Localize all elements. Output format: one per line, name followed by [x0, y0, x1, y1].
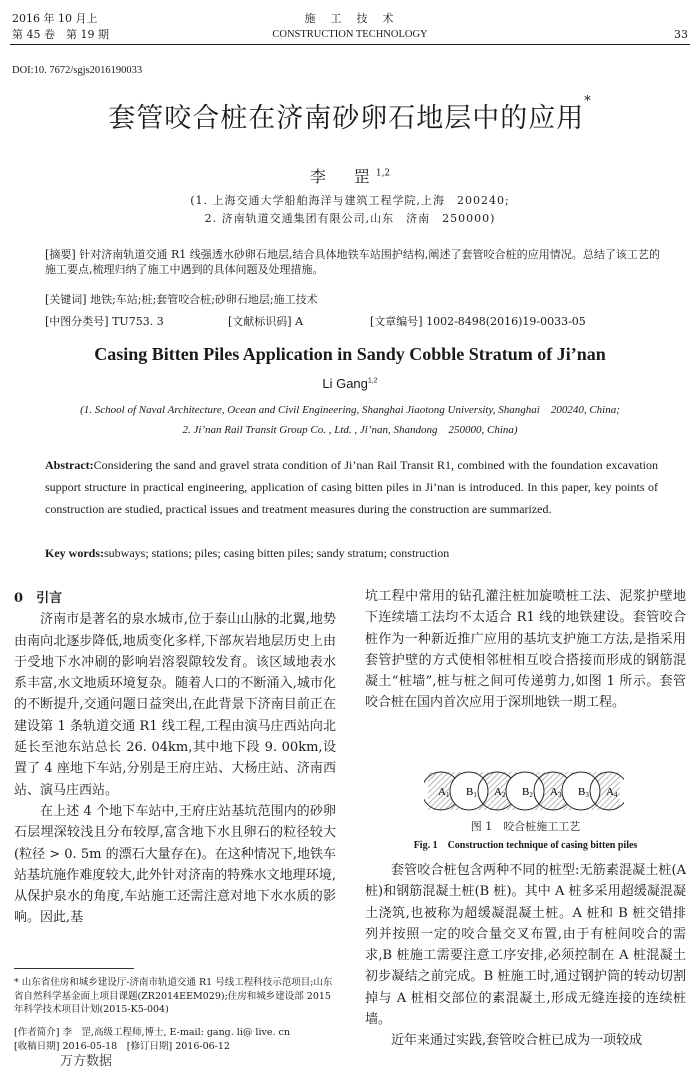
title-en: Casing Bitten Piles Application in Sandy Cobble Stratum of Ji’nan	[94, 344, 606, 364]
keywords-cn: [关键词] 地铁;车站;桩;套管咬合桩;砂卵石地层;施工技术	[45, 293, 318, 306]
left-column	[14, 588, 336, 929]
abstract-en: Abstract:Considering the sand and gravel strata condition of Ji’nan Rail Transit R1, combined with the foundation excavation support structure in practical engineering, application of casing bitten piles in Ji’nan is introduced. In this paper, key points of construction are studied, practical issues and treatment measures during the construction are summarized.	[45, 458, 658, 516]
right-column-top	[365, 586, 686, 714]
header-journal-cn: 施 工 技 术	[304, 12, 396, 25]
figure-caption-cn: 图 1 咬合桩施工工艺	[470, 820, 581, 833]
pile-label: B2	[522, 786, 533, 799]
paragraph: 在上述 4 个地下车站中,王府庄站基坑范围内的砂卵石层埋深较浅且分布较厚,富含地下水且卵石的粒径较大(粒径 > 0. 5m 的漂石大量存在)。在这种情况下,地铁车站基坑施作难度较大,此外针对济南的特殊水文地理环境,从保护泉水的角度,车站施工还需注意对地下水水质的影响。因此,基	[14, 803, 336, 926]
affiliation-en-1: (1. School of Naval Architecture, Ocean and Civil Engineering, Shanghai Jiaotong University, Shanghai 200240, China;	[80, 404, 620, 416]
pile-label: B3	[578, 786, 589, 799]
header-volume: 第 45 卷 第 19 期	[12, 28, 109, 41]
header-journal-en: CONSTRUCTION TECHNOLOGY	[272, 29, 428, 40]
author-en: Li Gang$^{1,2}$	[322, 376, 378, 391]
paragraph: 坑工程中常用的钻孔灌注桩加旋喷桩工法、泥浆护壁地下连续墙工法均不太适合 R1 线的地铁建设。套管咬合桩作为一种新近推广应用的基坑支护施工方法,是指采用套管护壁的方式使相邻桩相互咬合搭接而形成的钢筋混凝土“桩墙”,桩与桩之间可传递剪力,如图 1 所示。套管咬合桩在国内首次应用于深圳地铁一期工程。	[365, 589, 686, 711]
figure-1-piles	[424, 768, 624, 814]
paragraph: 近年来通过实践,套管咬合桩已成为一项较成	[391, 1033, 643, 1049]
footnote-dates: [收稿日期] 2016-05-18 [修订日期] 2016-06-12	[14, 1041, 230, 1052]
keywords-en: Key words:subways; stations; piles; casing bitten piles; sandy stratum; construction	[45, 546, 450, 560]
affiliation-cn-2: 2. 济南轨道交通集团有限公司,山东 济南 250000)	[204, 212, 496, 225]
abstract-cn: [摘要] 针对济南轨道交通 R1 线强透水砂卵石地层,结合具体地铁车站围护结构,阐述了套管咬合桩的应用情况。总结了该工艺的施工要点,梳理归纳了施工中遇到的具体问题及处理措施。	[45, 248, 660, 276]
classification: [中图分类号] TU753. 3	[45, 315, 164, 328]
doc-code: [文献标识码] A	[228, 315, 304, 328]
pile-label: A2	[494, 786, 506, 799]
footnote-funding: * 山东省住房和城乡建设厅-济南市轨道交通 R1 号线工程科技示范项目;山东省自然科学基金面上项目课题(ZR2014EEM029);住房和城乡建设部 2015 年科学技术项目计划(2015-K5-004)	[14, 977, 333, 1015]
header-rule	[10, 44, 690, 45]
title-cn: 套管咬合桩在济南砂卵石地层中的应用*	[108, 94, 592, 134]
article-id: [文章编号] 1002-8498(2016)19-0033-05	[370, 315, 586, 328]
paragraph: 套管咬合桩包含两种不同的桩型:无筋素混凝土桩(A 桩)和钢筋混凝土桩(B 桩)。其中 A 桩多采用超缓凝混凝土浇筑,也被称为超缓凝混凝土桩。A 桩和 B 桩交错排列并按照一定的咬合量交叉布置,由于有桩间咬合的需求,B 桩施工需要注意工序安排,必须控制在 A 桩混凝土初步凝结之前完成。B 桩施工时,通过钢护筒的转动切割掉与 A 桩相交部位的素混凝土,形成无缝连接的连续桩墙。	[365, 863, 686, 1028]
pile-label: A4	[606, 786, 618, 799]
section-heading: 0 引言	[14, 591, 63, 606]
footnote-author: [作者简介] 李 罡,高级工程师,博士, E-mail: gang. li@ live. cn	[14, 1027, 290, 1038]
watermark: 万方数据	[60, 1054, 113, 1069]
affiliation-cn-1: (1. 上海交通大学船舶海洋与建筑工程学院,上海 200240;	[190, 194, 510, 207]
pile-label: A3	[550, 786, 562, 799]
paragraph: 济南市是著名的泉水城市,位于泰山山脉的北翼,地势由南向北逐步降低,地质变化多样,下部灰岩地层历史上由于受地下水冲刷的影响岩溶裂隙较发育。该区域地表水系丰富,水文地质环境复杂。随着人口的不断涌入,城市化的不断提升,交通问题日益突出,在此背景下济南目前正在建设第 1 条轨道交通 R1 线工程,工程由演马庄西站向北延长至池东站总长 26. 04km,其中地下段 9. 00km,设置了 4 座地下车站,分别是王府庄站、大杨庄站、济南西站、演马庄西站。	[14, 612, 336, 798]
footnote-rule	[14, 968, 134, 969]
right-column-bottom	[365, 860, 686, 1052]
page-number: 33	[674, 28, 688, 41]
doi: DOI:10. 7672/sgjs2016190033	[12, 65, 143, 76]
author-cn: 李 罡$^{1,2}$	[309, 167, 391, 186]
affiliation-en-2: 2. Ji’nan Rail Transit Group Co. , Ltd. , Ji’nan, Shandong 250000, China)	[182, 424, 518, 436]
pile-label: B1	[466, 786, 477, 799]
figure-caption-en: Fig. 1 Construction technique of casing bitten piles	[413, 840, 638, 851]
header-date: 2016 年 10 月上	[12, 12, 98, 25]
pile-label: A1	[438, 786, 450, 799]
